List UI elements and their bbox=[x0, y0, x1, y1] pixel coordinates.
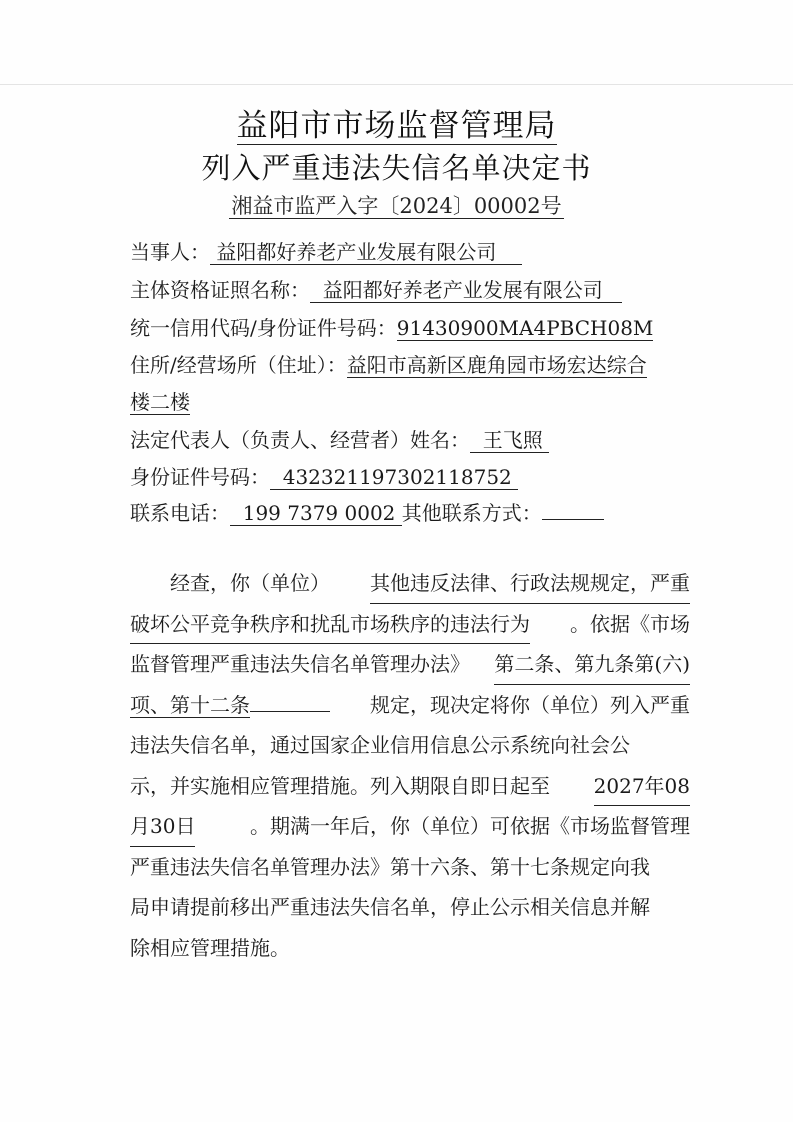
phone-value: 199 7379 0002 bbox=[242, 501, 396, 525]
other-contact-blank bbox=[542, 501, 604, 520]
article-blank bbox=[250, 693, 330, 712]
violation-text: 其他违反法律、行政法规规定，严重 bbox=[370, 563, 690, 604]
body-row: 除相应管理措施。 bbox=[130, 935, 290, 960]
qualification-line: 主体资格证照名称： 益阳都好养老产业发展有限公司 bbox=[130, 274, 622, 303]
body-row: 项、第十二条 规定，现决定将你（单位）列入严重 bbox=[130, 692, 690, 717]
party-line: 当事人： 益阳都好养老产业发展有限公司 bbox=[130, 236, 522, 265]
contact-line: 联系电话： 199 7379 0002 其他联系方式： bbox=[130, 497, 604, 526]
legal-rep-value: 王飞照 bbox=[482, 428, 543, 452]
scan-fold-line bbox=[0, 84, 793, 85]
id-value: 432321197302118752 bbox=[282, 465, 512, 489]
body-row: 示，并实施相应管理措施。列入期限自即日起至 2027年08 bbox=[130, 766, 690, 807]
decision-body bbox=[130, 563, 690, 968]
body-row: 破坏公平竞争秩序和扰乱市场秩序的违法行为 。依据《市场 bbox=[130, 604, 690, 645]
qualification-value: 益阳都好养老产业发展有限公司 bbox=[322, 278, 603, 302]
credit-code-value: 91430900MA4PBCH08M bbox=[396, 316, 654, 340]
body-row: 监督管理严重违法失信名单管理办法》 第二条、第九条第(六) bbox=[130, 644, 690, 685]
article-basis: 第二条、第九条第(六) bbox=[494, 644, 690, 685]
body-row: 经查，你（单位） 其他违反法律、行政法规规定，严重 bbox=[130, 563, 690, 604]
end-date-cont: 月30日 bbox=[130, 806, 195, 847]
body-row: 局申请提前移出严重违法失信名单，停止公示相关信息并解 bbox=[130, 895, 650, 919]
violation-text-cont: 破坏公平竞争秩序和扰乱市场秩序的违法行为 bbox=[130, 604, 530, 645]
document-number: 湘益市监严入字〔2024〕00002号 bbox=[231, 194, 562, 218]
end-date: 2027年08 bbox=[594, 766, 690, 807]
agency-name: 益阳市市场监督管理局 bbox=[236, 108, 557, 144]
body-row: 月30日 。期满一年后，你（单位）可依据《市场监督管理 bbox=[130, 806, 690, 847]
id-line: 身份证件号码： 432321197302118752 bbox=[130, 461, 518, 490]
body-row: 严重违法失信名单管理办法》第十六条、第十七条规定向我 bbox=[130, 854, 650, 879]
legal-rep-line: 法定代表人（负责人、经营者）姓名： 王飞照 bbox=[130, 424, 549, 453]
address-value: 益阳市高新区鹿角园市场宏达综合 bbox=[346, 353, 647, 377]
article-basis-cont: 项、第十二条 bbox=[130, 692, 250, 717]
party-value: 益阳都好养老产业发展有限公司 bbox=[216, 240, 497, 264]
credit-code-line: 统一信用代码/身份证件号码：91430900MA4PBCH08M bbox=[130, 316, 654, 340]
address-value-cont: 楼二楼 bbox=[130, 390, 190, 414]
address-line: 住所/经营场所（住址）：益阳市高新区鹿角园市场宏达综合 bbox=[130, 353, 647, 377]
body-row: 违法失信名单，通过国家企业信用信息公示系统向社会公 bbox=[130, 733, 630, 757]
document-title: 列入严重违法失信名单决定书 bbox=[201, 151, 592, 185]
address-line-cont bbox=[130, 386, 190, 415]
